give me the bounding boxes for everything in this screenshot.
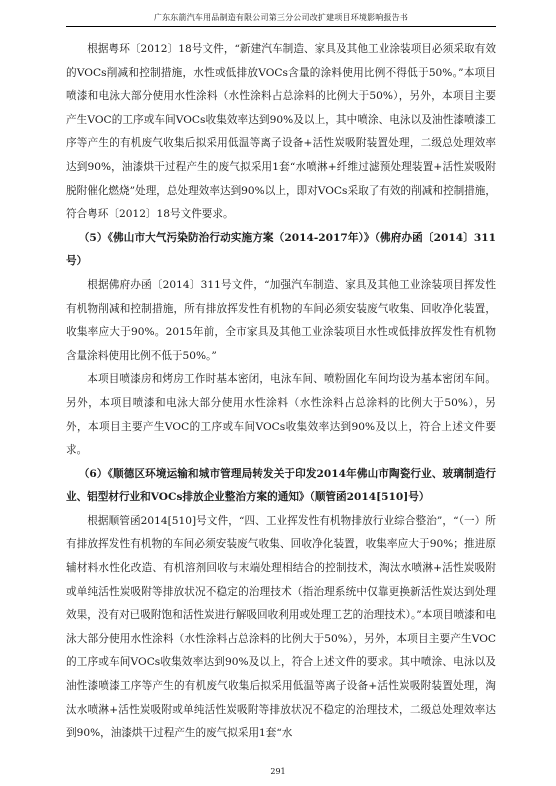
document-body [66, 38, 496, 746]
page-header: 广东东箭汽车用品制造有限公司第三分公司改扩建项目环境影响报告书 [66, 12, 496, 27]
paragraph: 根据顺管函2014[510]号文件，“四、工业挥发性有机物排放行业综合整治”，“（一）所有排放挥发性有机物的车间必须安装废气收集、回收净化装置，收集率应大于90%；推进原辅材料水性化改造、有机溶剂回收与末端处理相结合的控制技术，淘汰水喷淋+活性炭吸附或单纯活性炭吸附等排放状况不稳定的治理技术（指治理系统中仅靠更换新活性炭达到处理效果，没有对已吸附饱和活性炭进行解吸回收利用或处理工艺的治理技术）。”本项目喷漆和电泳大部分使用水性涂料（水性涂料占总涂料的比例大于50%），另外，本项目主要产生VOC的工序或车间VOCs收集效率达到90%及以上，符合上述文件的要求。其中喷涂、电泳以及油性漆喷漆工序等产生的有机废气收集后拟采用低温等离子设备+活性炭吸附装置处理，淘汰水喷淋+活性炭吸附或单纯活性炭吸附等排放状况不稳定的治理技术，二级总处理效率达到90%，油漆烘干过程产生的废气拟采用1套“水 [66, 514, 496, 740]
page-number: 291 [270, 767, 286, 776]
paragraph: 本项目喷漆房和烤房工作时基本密闭，电泳车间、喷粉固化车间均设为基本密闭车间。另外，本项目喷漆和电泳大部分使用水性涂料（水性涂料占总涂料的比例大于50%），另外，本项目主要产生VOC的工序或车间VOCs收集效率达到90%及以上，符合上述文件要求。 [66, 373, 496, 457]
paragraph: 根据粤环〔2012〕18号文件，“新建汽车制造、家具及其他工业涂装项目必须采取有效的VOCs削减和控制措施，水性或低排放VOCs含量的涂料使用比例不得低于50%。”本项目喷漆和电泳大部分使用水性涂料（水性涂料占总涂料的比例大于50%），另外，本项目主要产生VOC的工序或车间VOCs收集效率达到90%及以上，其中喷涂、电泳以及油性漆喷漆工序等产生的有机废气收集后拟采用低温等离子设备+活性炭吸附装置处理，二级总处理效率达到90%，油漆烘干过程产生的废气拟采用1套“水喷淋+纤维过滤预处理装置+活性炭吸附脱附催化燃烧”处理，总处理效率达到90%以上，即对VOCs采取了有效的削减和控制措施，符合粤环〔2012〕18号文件要求。 [66, 43, 496, 221]
paragraph: 根据佛府办函〔2014〕311号文件，“加强汽车制造、家具及其他工业涂装项目挥发性有机物削减和控制措施，所有排放挥发性有机物的车间必须安装废气收集、回收净化装置，收集率应大于90%。2015年前，全市家具及其他工业涂装项目水性或低排放挥发性有机物含量涂料使用比例不低于50%。” [66, 278, 496, 362]
section-heading: （6）《顺德区环境运输和城市管理局转发关于印发2014年佛山市陶瓷行业、玻璃制造行业、铝型材行业和VOCs排放企业整治方案的通知》（顺管函2014[510]号） [66, 467, 496, 504]
section-heading: （5）《佛山市大气污染防治行动实施方案（2014-2017年）》（佛府办函〔2014〕311号） [66, 231, 496, 268]
